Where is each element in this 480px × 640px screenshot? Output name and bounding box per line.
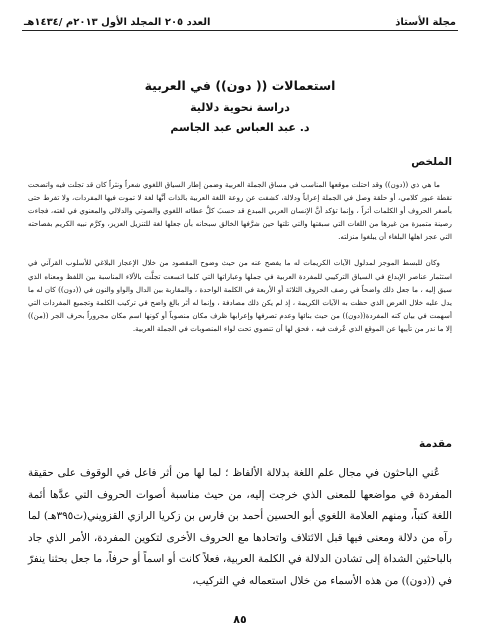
intro-heading: مقدمة <box>419 438 452 450</box>
abstract-body <box>28 178 452 348</box>
abstract-paragraph: وكان للبسط الموجز لمدلول الآيات الكريمات له ما يفصح عنه من حيث وضوح المقصود من خلال الإعجاز البلاغي للأسلوب القرآني في استثمار عناصر الإبداع في السياق التركيبي للمفردة العربية في جملها وعباراتها التي كلما اتسعت تجلَّت بالألاء المناسبة بين اللفظ ومعناه الذي سيق إليه ، ما جعل ذلك واضحاً في رصف الحروف الثلاثة أو الأربعة في الكلمة الواحدة ، والمقاربة بين الدال والواو والنون في ((دون)) كان له ما يدل عليه خلال العرض الذي حظت به الآيات الكريمة ، إذ لم يكن ذلك مصادفة ، وإنما له أثر بالغ واضح في تركيب الكلمة وتجميع المفردات التي أسهمت في بيان كنه المفردة((دون)) من حيث بنائها وعدم تصرفها وإعرابها ظرف مكان منصوباً أو كونها اسم مكان مجروراً بحرف الجر ((من)) إلا ما ندر من تأييها عن الموقع الذي عُرفت فيه ، فحق لها أن تنضوي تحت لواء المنصوبات في الجملة العربية. <box>28 258 452 333</box>
abstract-heading: الملخص <box>411 156 452 168</box>
running-header <box>24 10 456 28</box>
paper-title: استعمالات (( دون)) في العربية <box>144 78 336 93</box>
paper-subtitle: دراسة نحوية دلالية <box>190 101 290 114</box>
intro-body <box>28 463 452 592</box>
page-number: ٨٥ <box>233 613 247 626</box>
abstract-paragraph: ما هي ذي ((دون)) وقد احتلت موقعها المناسب في مساق الجملة العربية وضمن إطار السياق اللغوي شعراً ونثراً كان قد تجلت فيه واتضحت نقطة عبور كلامي، أو حلقة وصل في الجملة إعراباً ودلالة، كشفت عن روعة اللغة العربية بالذات أنَّها لغة لا تموت فيها المفردات، ولا تفرط حتى بأصغر الحروف أو الكلمات أثراً ، وإنما تؤكد أنَّ الإنسان العربي المبدع قد حسبَ كلَّ عطائه اللغوي والصوتي والدلالي والمعنوي في لغته، فجاءت رصينة متميزة من غيرها من اللغات التي سبقتها والتي تلتها حين شرَّفها الخالق سبحانه بأن جعلها لغة للتنزيل العزيز، وكرَّم نبيه الكريم بفصاحته التي عجز اهلها البلغاء أن يبلغوا منزلته. <box>28 180 452 242</box>
journal-name: مجلة الأستاذ <box>395 17 456 28</box>
issue-info: العدد ٢٠٥ المجلد الأول ٢٠١٣م /١٤٣٤هـ <box>24 17 211 28</box>
intro-paragraph: عُني الباحثون في مجال علم اللغة بدلالة الألفاظ ؛ لما لها من أثر فاعل في الوقوف على حقيقة المفردة في مواضعها للمعنى الذي خرجت إليه، من حيث مناسبة أصوات الحروف التي عدَّها أئمة اللغة كتباً، ومنهم العلامة اللغوي أبو الحسين أحمد بن فارس بن زكريا الرازي القزويني(ت٣٩٥هـ) لما رآه من دلالة ومعنى فيها قبل الائتلاف واتحادها مع الحروف الأخرى لتكوين المفردة، الأمر الذي جاد بالباحثين الشداة إلى تشادن الدلالة في الكلمة العربية، فعلاً كانت أو اسماً أو حرفاً، ما جعل بحثنا ينفرّ في ((دون)) من هذه الأسماء من خلال استعماله في التركيب، <box>28 467 452 587</box>
header-rule <box>22 30 458 31</box>
paper-author: د. عبد العباس عبد الجاسم <box>170 121 310 134</box>
